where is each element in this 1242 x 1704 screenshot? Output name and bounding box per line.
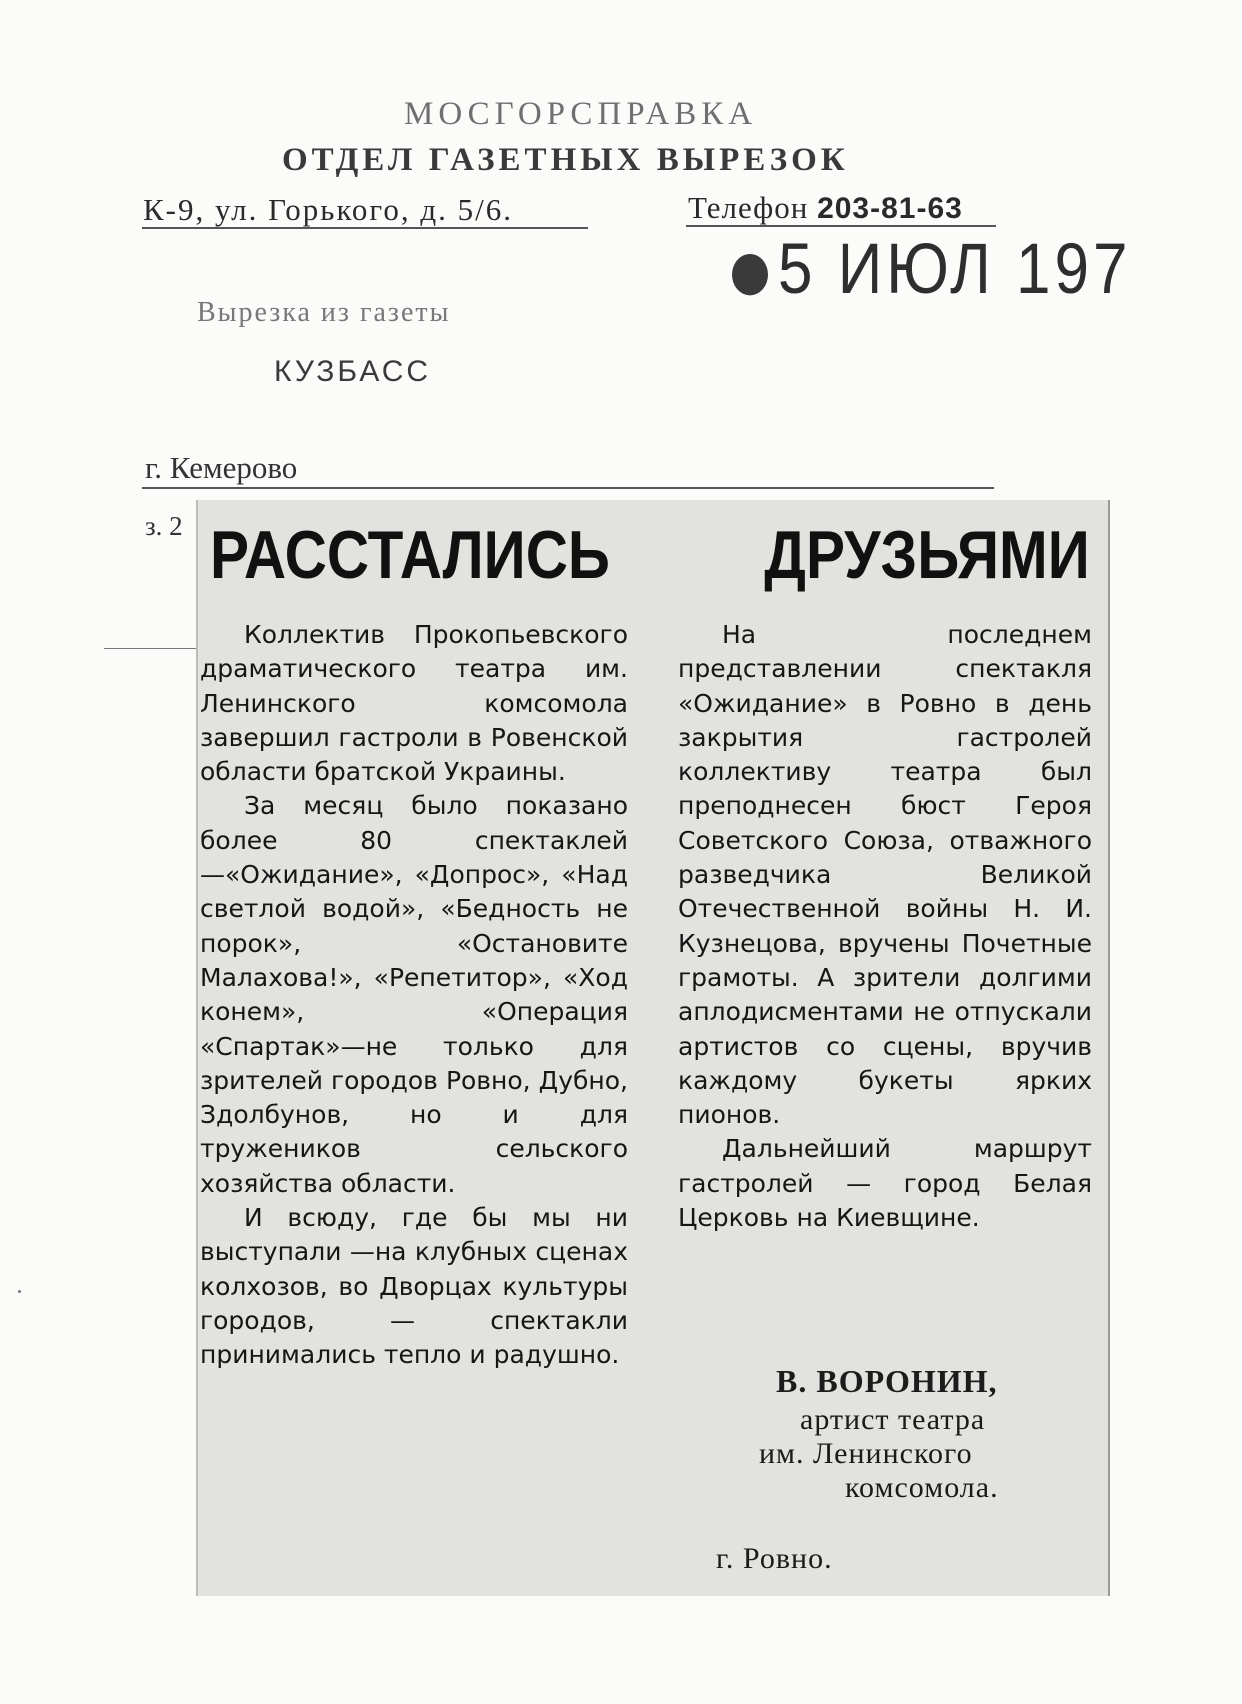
author-place: г. Ровно.	[716, 1542, 833, 1575]
stamp-date: 5 ИЮЛ 197	[778, 229, 1132, 310]
phone-label: Телефон	[688, 190, 809, 225]
headline-word-1: РАССТАЛИСЬ	[210, 517, 610, 593]
address-underline	[142, 227, 588, 229]
author-role-line-3: комсомола.	[845, 1471, 999, 1504]
address-text: К-9, ул. Горького, д. 5/6.	[143, 192, 514, 227]
clipping-source-label: Вырезка из газеты	[197, 297, 451, 328]
headline-word-2: ДРУЗЬЯМИ	[764, 517, 1090, 593]
article-paragraph: И всюду, где бы мы ни выступали —на клубных сценах колхозов, во Дворцах культуры городов, — спектакли принимались тепло и радушно.	[200, 1203, 628, 1370]
date-stamp	[732, 229, 1131, 311]
newspaper-name: КУЗБАСС	[274, 355, 432, 388]
letterhead-address	[143, 192, 513, 228]
article-left-column	[200, 618, 628, 1373]
article-paragraph: Дальнейший маршрут гастролей — город Белая Церковь на Киевщине.	[678, 1134, 1092, 1233]
phone-underline	[686, 225, 996, 227]
letterhead-department: ОТДЕЛ ГАЗЕТНЫХ ВЫРЕЗОК	[282, 142, 849, 178]
letterhead-phone	[688, 190, 963, 226]
article-paragraph: За месяц было показано более 80 спектаклей—«Ожидание», «Допрос», «Над светлой водой», «Бедность не порок», «Остановите Малахова!», «Репетитор», «Ход конем», «Операция «Спартак»—не только для зрителей городов Ровно, Дубно, Здолбунов, но и для тружеников сельского хозяйства области.	[200, 791, 628, 1198]
stamp-ink-blot	[732, 254, 768, 295]
article-paragraph: Коллектив Прокопьевского драматического театра им. Ленинского комсомола завершил гастроли в Ровенской области братской Украины.	[200, 620, 628, 787]
page-number: з. 2	[145, 511, 183, 541]
article-right-column	[678, 618, 1092, 1235]
article-headline	[210, 516, 1090, 594]
author-role-line-1: артист театра	[800, 1403, 986, 1436]
city-underline	[142, 487, 994, 489]
margin-mark	[104, 648, 200, 649]
newspaper-city: г. Кемерово	[145, 450, 298, 485]
author-role-line-2: им. Ленинского	[759, 1437, 973, 1470]
article-paragraph: На последнем представлении спектакля «Ожидание» в Ровно в день закрытия гастролей коллективу театра был преподнесен бюст Героя Советского Союза, отважного разведчика Великой Отечественной войны Н. И. Кузнецова, вручены Почетные грамоты. А зрители долгими аплодисментами не отпускали артистов со сцены, вручив каждому букеты ярких пионов.	[678, 620, 1092, 1130]
author-name: В. ВОРОНИН,	[776, 1363, 998, 1399]
phone-number: 203-81-63	[817, 192, 963, 225]
margin-dot	[18, 1290, 21, 1293]
letterhead-org: МОСГОРСПРАВКА	[404, 96, 758, 132]
